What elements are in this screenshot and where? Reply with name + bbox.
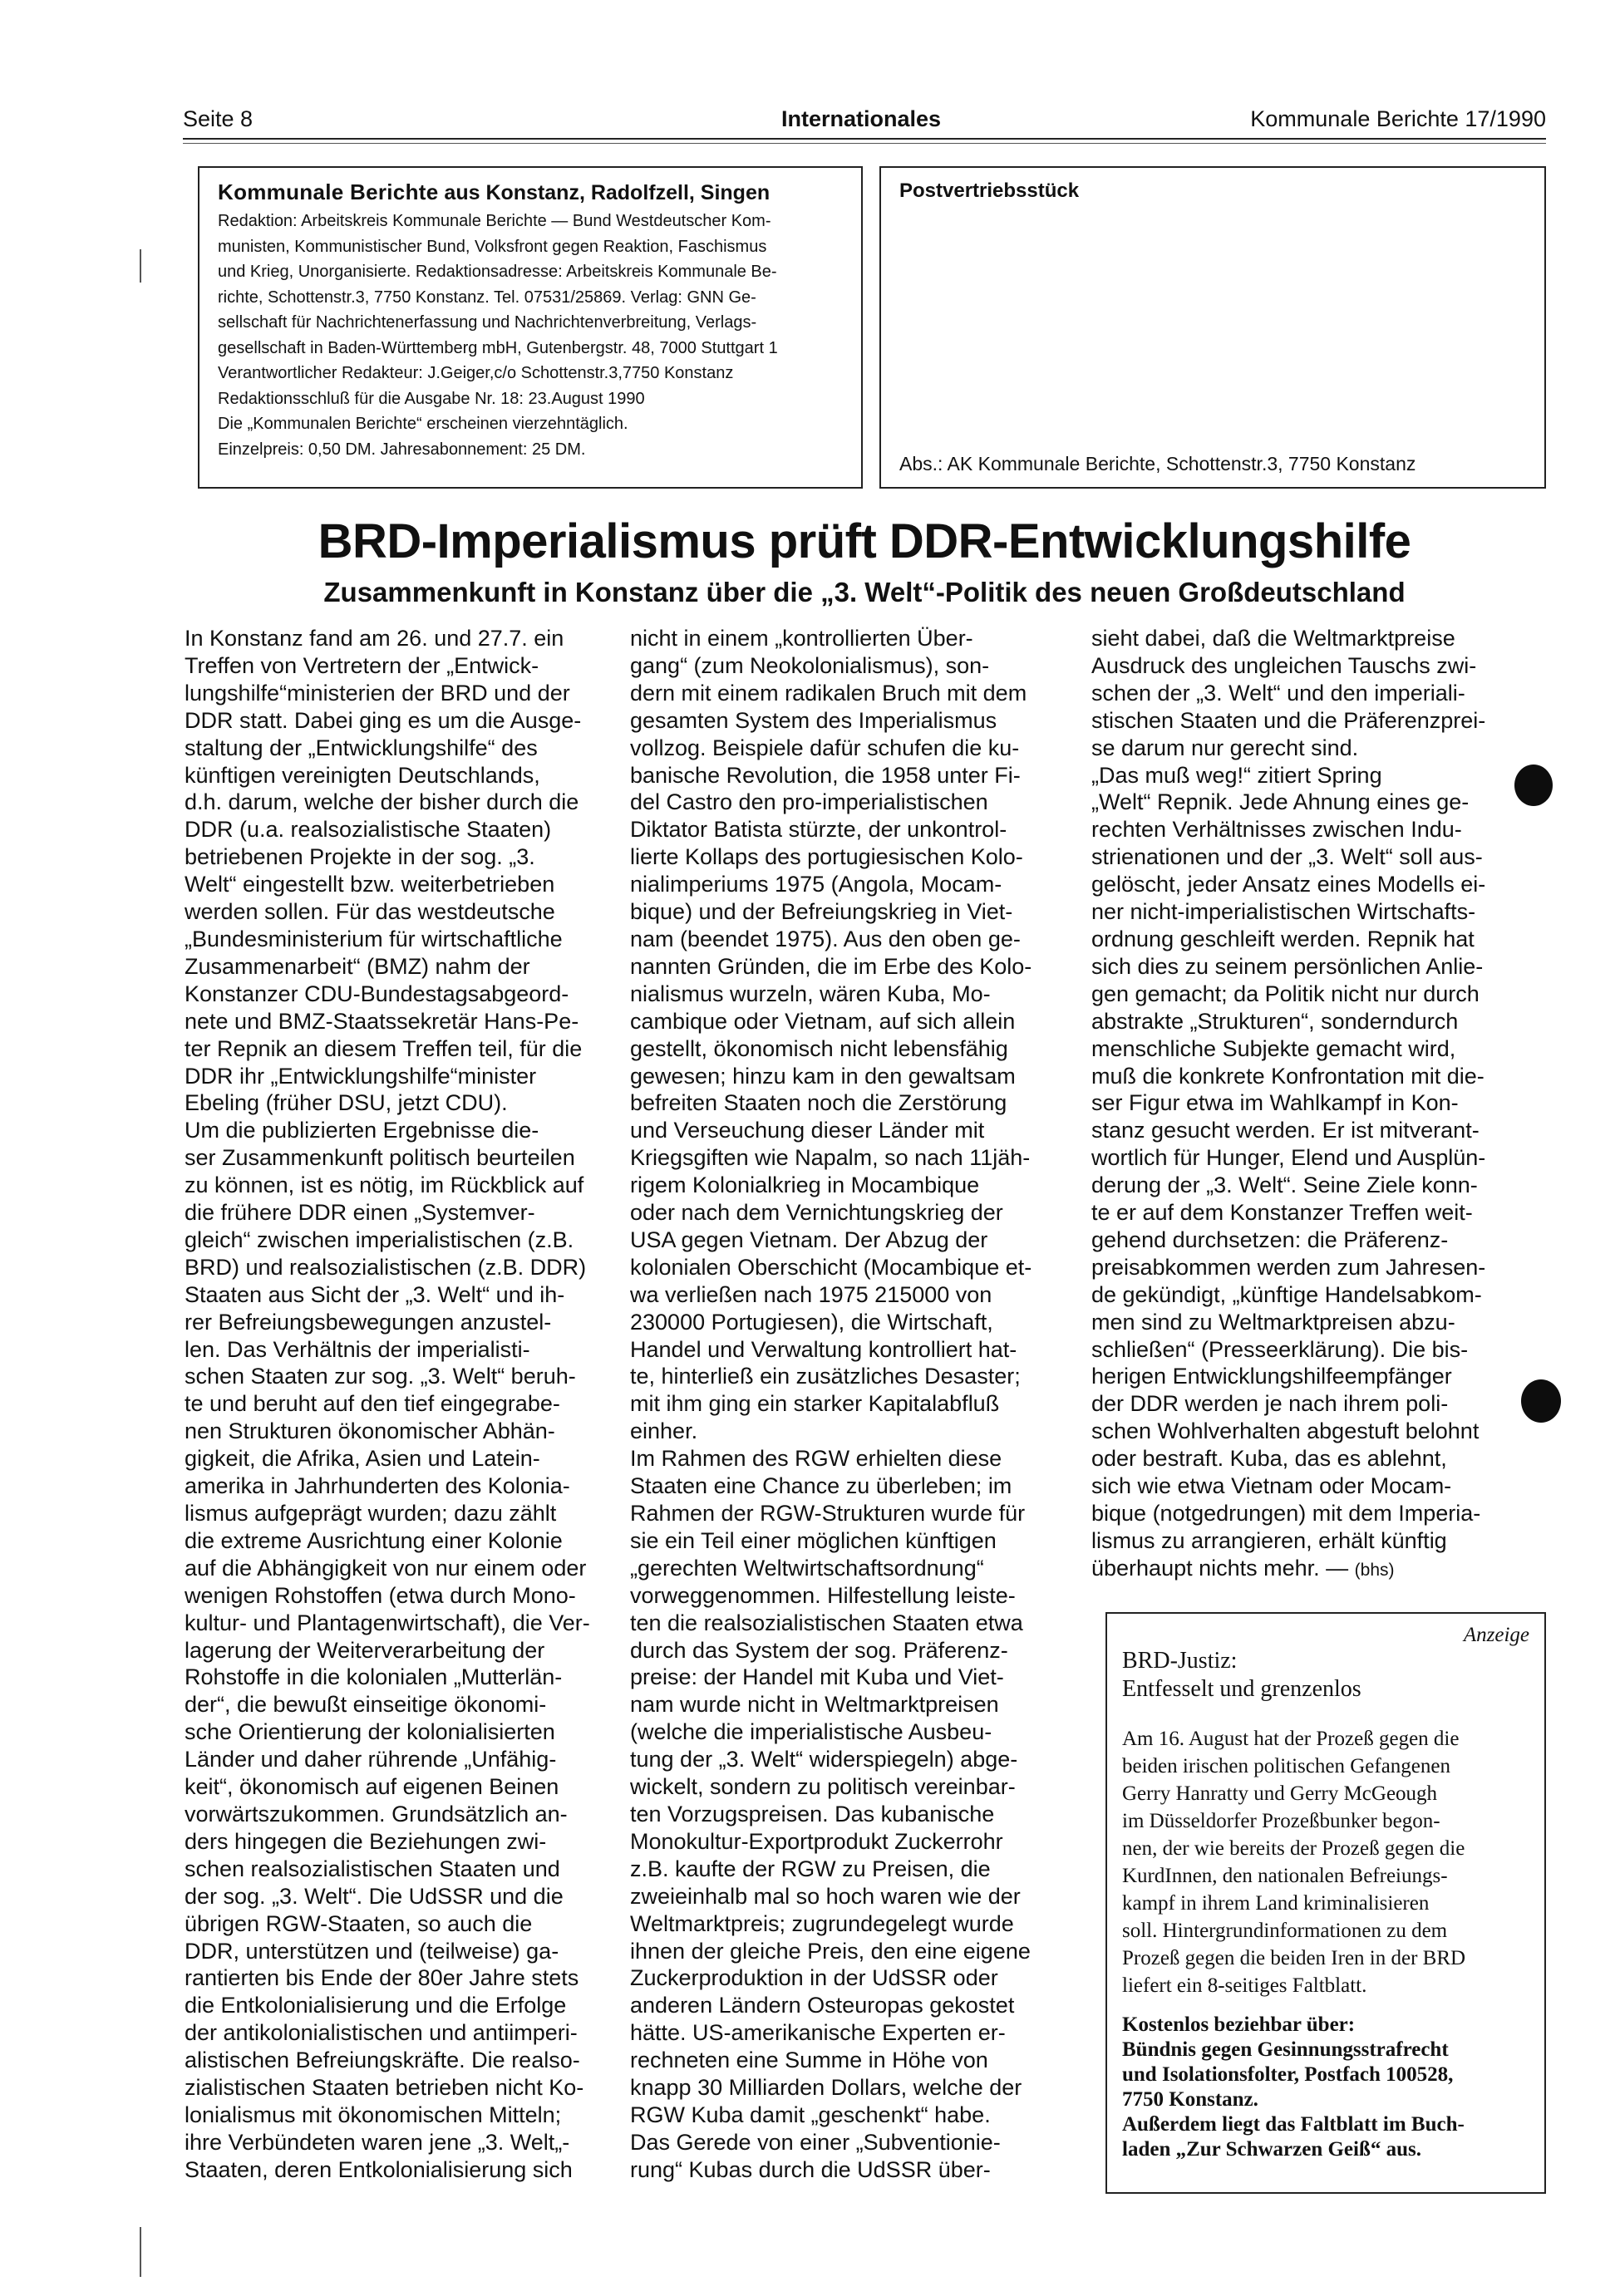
imprint-lines (218, 209, 843, 462)
text-line: oder bestraft. Kuba, das es ablehnt, (1091, 1446, 1447, 1472)
text-line: Ausdruck des ungleichen Tauschs zwi- (1091, 652, 1477, 678)
text-line: nialimperiums 1975 (Angola, Mocam- (630, 872, 1002, 897)
text-line: mit ihm ging ein starker Kapitalabfluß (630, 1391, 1000, 1417)
page-header (183, 98, 1546, 140)
text-line: sche Orientierung der kolonialisierten (185, 1719, 555, 1745)
text-line: Redaktion: Arbeitskreis Kommunale Berichte — Bund Westdeutscher Kom- (218, 212, 771, 230)
text-line: „Bundesministerium für wirtschaftliche (185, 926, 563, 951)
text-line: ten Vorzugspreisen. Das kubanische (630, 1801, 995, 1826)
text-line: preise: der Handel mit Kuba und Viet- (630, 1664, 1004, 1690)
text-line: vorwärtszukommen. Grundsätzlich an- (185, 1801, 568, 1826)
text-line: stischen Staaten und die Präferenzprei- (1091, 707, 1486, 733)
text-line: gleich“ zwischen imperialistischen (z.B. (185, 1227, 574, 1252)
text-line: Konstanzer CDU-Bundestagsabgeord- (185, 981, 569, 1006)
text-line: BRD) und realsozialistischen (z.B. DDR) (185, 1254, 587, 1280)
text-line: künftigen vereinigten Deutschlands, (185, 762, 540, 788)
text-line: kultur- und Plantagenwirtschaft), die Ver- (185, 1610, 590, 1635)
article-column-1 (185, 625, 617, 2184)
text-line: vollzog. Beispiele dafür schufen die ku- (630, 735, 1020, 760)
text-line: Rahmen der RGW-Strukturen wurde für (630, 1501, 1026, 1526)
text-line: rechten Verhältnisses zwischen Indu- (1091, 817, 1462, 843)
text-line: lungshilfe“ministerien der BRD und der (185, 680, 570, 706)
text-line: derung der „3. Welt“. Seine Ziele konn- (1091, 1173, 1478, 1198)
article-headline: BRD-Imperialismus prüft DDR-Entwicklungshilfe (318, 514, 1411, 568)
text-line: auf die Abhängigkeit von nur einem oder (185, 1555, 587, 1581)
text-line: Redaktionsschluß für die Ausgabe Nr. 18: 23.August 1990 (218, 389, 645, 408)
text-line: der antikolonialistischen und antiimperi- (185, 2020, 578, 2046)
text-line: überhaupt nichts mehr. — (bhs) (1091, 1555, 1395, 1581)
text-line: lagerung der Weiterverarbeitung der (185, 1637, 545, 1663)
text-line: se darum nur gerecht sind. (1091, 735, 1359, 760)
text-line: gigkeit, die Afrika, Asien und Latein- (185, 1446, 540, 1472)
text-line: kolonialen Oberschicht (Mocambique et- (630, 1254, 1032, 1280)
text-line: Am 16. August hat der Prozeß gegen die (1122, 1728, 1460, 1750)
text-line: ser Zusammenkunft politisch beurteilen (185, 1145, 575, 1171)
header-rule-thin (183, 143, 1546, 144)
punch-hole-mark (1514, 765, 1553, 806)
text-line: Staaten aus Sicht der „3. Welt“ und ih- (185, 1281, 565, 1307)
text-line: nannten Gründen, die im Erbe des Kolo- (630, 953, 1032, 979)
text-line: liefert ein 8-seitiges Faltblatt. (1122, 1974, 1367, 1997)
text-line: gesamten System des Imperialismus (630, 707, 997, 733)
text-line: Kriegsgiften wie Napalm, so nach 11jäh- (630, 1145, 1031, 1171)
text-line: wortlich für Hunger, Elend und Ausplün- (1091, 1145, 1486, 1171)
text-line: nen, der wie bereits der Prozeß gegen die (1122, 1837, 1465, 1860)
ad-title (1122, 1647, 1529, 1704)
text-line: schen realsozialistischen Staaten und (185, 1856, 560, 1881)
text-line: nicht in einem „kontrollierten Über- (630, 626, 973, 651)
text-line: soll. Hintergrundinformationen zu dem (1122, 1920, 1448, 1942)
text-line: te, hinterließ ein zusätzliches Desaster; (630, 1364, 1021, 1389)
text-line: rantierten bis Ende der 80er Jahre stets (185, 1965, 579, 1991)
text-line: (welche die imperialistische Ausbeu- (630, 1719, 992, 1745)
text-line: wickelt, sondern zu politisch vereinbar- (630, 1774, 1016, 1800)
text-line: gewesen; hinzu kam in den gewaltsam (630, 1063, 1016, 1089)
imprint-title-rest: aus Konstanz, Radolfzell, Singen (438, 181, 771, 204)
text-line: gen gemacht; da Politik nicht nur durch (1091, 981, 1480, 1006)
text-line: Staaten, deren Entkolonialisierung sich (185, 2156, 573, 2182)
text-line: de gekündigt, „künftige Handelsabkom- (1091, 1281, 1482, 1307)
text-line: beiden irischen politischen Gefangenen (1122, 1755, 1450, 1777)
text-line: der“, die bewußt einseitige ökonomi- (185, 1692, 547, 1718)
text-line: sieht dabei, daß die Weltmarktpreise (1091, 626, 1455, 651)
text-line: d.h. darum, welche der bisher durch die (185, 789, 579, 815)
text-line: Im Rahmen des RGW erhielten diese (630, 1446, 1002, 1472)
text-line: gestellt, ökonomisch nicht lebensfähig (630, 1035, 1008, 1061)
author-signature: (bhs) (1354, 1560, 1395, 1580)
text-line: schen Wohlverhalten abgestuft belohnt (1091, 1418, 1480, 1444)
text-line: richte, Schottenstr.3, 7750 Konstanz. Tel. 07531/25869. Verlag: GNN Ge- (218, 288, 756, 307)
text-line: befreiten Staaten noch die Zerstörung (630, 1090, 1007, 1116)
imprint-title (218, 179, 843, 205)
ad-contact (1122, 2013, 1529, 2162)
text-line: vorweggenommen. Hilfestellung leiste- (630, 1582, 1016, 1608)
text-line: lierte Kollaps des portugiesischen Kolo- (630, 844, 1023, 870)
text-line: te und beruht auf den tief eingegrabe- (185, 1391, 560, 1417)
text-line: zweieinhalb mal so hoch waren wie der (630, 1883, 1021, 1909)
page-number: Seite 8 (183, 106, 254, 131)
text-line: ten die realsozialistischen Staaten etwa (630, 1610, 1023, 1635)
text-line: laden „Zur Schwarzen Geiß“ aus. (1122, 2138, 1421, 2161)
text-line: strienationen und der „3. Welt“ soll aus- (1091, 844, 1483, 870)
text-line: abstrakte „Strukturen“, sonderndurch (1091, 1008, 1459, 1034)
text-line: ner nicht-imperialistischen Wirtschafts- (1091, 899, 1476, 925)
text-line: sellschaft für Nachrichtenerfassung und Nachrichtenverbreitung, Verlags- (218, 313, 757, 332)
text-line: banische Revolution, die 1958 unter Fi- (630, 762, 1021, 788)
punch-hole-mark (1521, 1379, 1561, 1423)
text-line: Einzelpreis: 0,50 DM. Jahresabonnement: 25 DM. (218, 440, 586, 459)
ad-title-line-2: Entfesselt und grenzenlos (1122, 1676, 1361, 1702)
text-line: rung“ Kubas durch die UdSSR über- (630, 2156, 991, 2182)
text-line: gelöscht, jeder Ansatz eines Modells ei- (1091, 872, 1486, 897)
text-line: „Das muß weg!“ zitiert Spring (1091, 762, 1382, 788)
text-line: men sind zu Weltmarktpreisen abzu- (1091, 1309, 1455, 1335)
text-line: bique (notgedrungen) mit dem Imperia- (1091, 1501, 1481, 1526)
text-line: ders hingegen die Beziehungen zwi- (185, 1828, 547, 1854)
text-line: te er auf dem Konstanzer Treffen weit- (1091, 1200, 1473, 1226)
text-line: schließen“ (Presseerklärung). Die bis- (1091, 1336, 1469, 1362)
text-line: ter Repnik an diesem Treffen teil, für die (185, 1035, 583, 1061)
text-line: cambique oder Vietnam, auf sich allein (630, 1008, 1016, 1034)
text-line: Zusammenarbeit“ (BMZ) nahm der (185, 953, 530, 979)
text-line: bique) und der Befreiungskrieg in Viet- (630, 899, 1013, 925)
text-line: z.B. kaufte der RGW zu Preisen, die (630, 1856, 991, 1881)
text-line: betriebenen Projekte in der sog. „3. (185, 844, 535, 870)
text-line: nen Strukturen ökonomischer Abhän- (185, 1418, 555, 1444)
text-line: DDR statt. Dabei ging es um die Ausge- (185, 707, 582, 733)
advertisement-box (1105, 1612, 1546, 2194)
text-line: ser Figur etwa im Wahlkampf in Kon- (1091, 1090, 1459, 1116)
text-line: lismus aufgeprägt wurden; dazu zählt (185, 1501, 557, 1526)
margin-mark (140, 2227, 141, 2277)
text-line: zu können, ist es nötig, im Rückblick auf (185, 1173, 584, 1198)
text-line: del Castro den pro-imperialistischen (630, 789, 988, 815)
text-line: Diktator Batista stürzte, der unkontrol- (630, 817, 1007, 843)
text-line: lonialismus mit ökonomischen Mitteln; (185, 2102, 562, 2127)
text-line: 230000 Portugiesen), die Wirtschaft, (630, 1309, 993, 1335)
text-line: muß die konkrete Konfrontation mit die- (1091, 1063, 1485, 1089)
text-line: Um die publizierten Ergebnisse die- (185, 1118, 539, 1143)
text-line: „Welt“ Repnik. Jede Ahnung eines ge- (1091, 789, 1470, 815)
text-line: gesellschaft in Baden-Württemberg mbH, Gutenbergstr. 48, 7000 Stuttgart 1 (218, 338, 778, 357)
text-line: Gerry Hanratty und Gerry McGeough (1122, 1782, 1438, 1805)
text-line: übrigen RGW-Staaten, so auch die (185, 1910, 533, 1936)
text-line: lismus zu arrangieren, erhält künftig (1091, 1527, 1447, 1553)
text-line: wenigen Rohstoffen (etwa durch Mono- (185, 1582, 576, 1608)
text-line: Welt“ eingestellt bzw. weiterbetrieben (185, 872, 555, 897)
text-line: Außerdem liegt das Faltblatt im Buch- (1122, 2113, 1465, 2136)
text-line: USA gegen Vietnam. Der Abzug der (630, 1227, 988, 1252)
text-line: stanz gesucht werden. Er ist mitverant- (1091, 1118, 1480, 1143)
text-line: ihnen der gleiche Preis, den eine eigene (630, 1938, 1031, 1964)
text-line: die frühere DDR einen „Systemver- (185, 1200, 535, 1226)
text-line: KurdInnen, den nationalen Befreiungs- (1122, 1865, 1448, 1887)
text-line: Weltmarktpreis; zugrundegelegt wurde (630, 1910, 1014, 1936)
text-line: Bündnis gegen Gesinnungsstrafrecht (1122, 2038, 1449, 2061)
ad-tag: Anzeige (1463, 1624, 1529, 1646)
text-line: menschliche Subjekte gemacht wird, (1091, 1035, 1456, 1061)
text-line: die Entkolonialisierung und die Erfolge (185, 1993, 567, 2018)
text-line: dern mit einem radikalen Bruch mit dem (630, 680, 1027, 706)
text-line: Prozeß gegen die beiden Iren in der BRD (1122, 1947, 1466, 1969)
text-line: Das Gerede von einer „Subventionie- (630, 2129, 1001, 2155)
text-line: sie ein Teil einer möglichen künftigen (630, 1527, 997, 1553)
text-line: Verantwortlicher Redakteur: J.Geiger,c/o Schottenstr.3,7750 Konstanz (218, 364, 734, 382)
article-subheadline: Zusammenkunft in Konstanz über die „3. Welt“-Politik des neuen Großdeutschland (323, 577, 1406, 607)
article-column-2 (630, 625, 1079, 2184)
text-line: sich dies zu seinem persönlichen Anlie- (1091, 953, 1484, 979)
text-line: rechneten eine Summe in Höhe von (630, 2048, 988, 2073)
text-line: In Konstanz fand am 26. und 27.7. ein (185, 626, 564, 651)
text-line: hätte. US-amerikanische Experten er- (630, 2020, 1006, 2046)
text-line: knapp 30 Milliarden Dollars, welche der (630, 2075, 1022, 2101)
text-line: DDR (u.a. realsozialistische Staaten) (185, 817, 552, 843)
text-line: Rohstoffe in die kolonialen „Mutterlän- (185, 1664, 563, 1690)
text-line: nam (beendet 1975). Aus den oben ge- (630, 926, 1021, 951)
text-line: einher. (630, 1418, 698, 1444)
text-line: Zuckerproduktion in der UdSSR oder (630, 1965, 998, 1991)
text-line: RGW Kuba damit „geschenkt“ habe. (630, 2102, 991, 2127)
text-line: ihre Verbündeten waren jene „3. Welt„- (185, 2129, 570, 2155)
text-line: zialistischen Staaten betrieben nicht Ko- (185, 2075, 584, 2101)
imprint-box (198, 166, 863, 489)
margin-mark (140, 249, 141, 283)
text-line: gehend durchsetzen: die Präferenz- (1091, 1227, 1449, 1252)
text-line: Treffen von Vertretern der „Entwick- (185, 652, 539, 678)
text-line: rigem Kolonialkrieg in Mocambique (630, 1173, 980, 1198)
text-line: die extreme Ausrichtung einer Kolonie (185, 1527, 563, 1553)
text-line: staltung der „Entwicklungshilfe“ des (185, 735, 538, 760)
text-line: 7750 Konstanz. (1122, 2088, 1258, 2111)
text-line: Ebeling (früher DSU, jetzt CDU). (185, 1090, 508, 1116)
text-line: len. Das Verhältnis der imperialisti- (185, 1336, 530, 1362)
text-line: Die „Kommunalen Berichte“ erscheinen vierzehntäglich. (218, 415, 628, 433)
text-line: amerika in Jahrhunderten des Kolonia- (185, 1473, 570, 1499)
text-line: Monokultur-Exportprodukt Zuckerrohr (630, 1828, 1003, 1854)
text-line: nete und BMZ-Staatssekretär Hans-Pe- (185, 1008, 579, 1034)
text-line: der sog. „3. Welt“. Die UdSSR und die (185, 1883, 564, 1909)
text-line: preisabkommen werden zum Jahresen- (1091, 1254, 1486, 1280)
text-line: nam wurde nicht in Weltmarktpreisen (630, 1692, 999, 1718)
issue-label: Kommunale Berichte 17/1990 (1250, 106, 1546, 131)
ad-title-line-1: BRD-Justiz: (1122, 1648, 1238, 1674)
text-line: schen der „3. Welt“ und den imperiali- (1091, 680, 1465, 706)
text-line: der DDR werden je nach ihrem poli- (1091, 1391, 1449, 1417)
text-line: gang“ (zum Neokolonialismus), son- (630, 652, 990, 678)
text-line: ordnung geschleift werden. Repnik hat (1091, 926, 1475, 951)
text-line: Kostenlos beziehbar über: (1122, 2013, 1356, 2036)
text-line: oder nach dem Vernichtungskrieg der (630, 1200, 1003, 1226)
text-line: im Düsseldorfer Prozeßbunker begon- (1122, 1810, 1440, 1832)
header-rule (183, 138, 1546, 140)
section-title: Internationales (781, 106, 942, 131)
postvertrieb-box (879, 166, 1546, 489)
article-column-3 (1091, 625, 1547, 1585)
text-line: alistischen Befreiungskräfte. Die realso- (185, 2048, 580, 2073)
text-line: munisten, Kommunistischer Bund, Volksfront gegen Reaktion, Faschismus (218, 237, 767, 256)
text-line: Staaten eine Chance zu überleben; im (630, 1473, 1012, 1499)
text-line: schen Staaten zur sog. „3. Welt“ beruh- (185, 1364, 576, 1389)
text-line: werden sollen. Für das westdeutsche (185, 899, 555, 925)
text-line: nialismus wurzeln, wären Kuba, Mo- (630, 981, 991, 1006)
text-line: durch das System der sog. Präferenz- (630, 1637, 1008, 1663)
text-line: tung der „3. Welt“ widerspiegeln) abge- (630, 1747, 1018, 1772)
text-line: herigen Entwicklungshilfeempfänger (1091, 1364, 1452, 1389)
text-line: kampf in ihrem Land kriminalisieren (1122, 1892, 1430, 1915)
text-line: und Krieg, Unorganisierte. Redaktionsadresse: Arbeitskreis Kommunale Be- (218, 263, 777, 281)
text-line: und Verseuchung dieser Länder mit (630, 1118, 985, 1143)
text-line: Länder und daher rührende „Unfähig- (185, 1747, 557, 1772)
text-line: sich wie etwa Vietnam oder Mocam- (1091, 1473, 1452, 1499)
imprint-brand: Kommunale Berichte (218, 179, 439, 204)
text-line: DDR, unterstützen und (teilweise) ga- (185, 1938, 559, 1964)
sender-address: Abs.: AK Kommunale Berichte, Schottenstr.3, 7750 Konstanz (899, 453, 1416, 474)
text-line: Handel und Verwaltung kontrolliert hat- (630, 1336, 1017, 1362)
postvertrieb-heading: Postvertriebsstück (899, 179, 1080, 202)
text-line: keit“, ökonomisch auf eigenen Beinen (185, 1774, 559, 1800)
text-line: anderen Ländern Osteuropas gekostet (630, 1993, 1015, 2018)
text-line: rer Befreiungsbewegungen anzustel- (185, 1309, 552, 1335)
text-line: wa verließen nach 1975 215000 von (630, 1281, 992, 1307)
ad-body (1122, 1725, 1529, 1999)
text-line: „gerechten Weltwirtschaftsordnung“ (630, 1555, 984, 1581)
text-line: DDR ihr „Entwicklungshilfe“minister (185, 1063, 537, 1089)
text-line: und Isolationsfolter, Postfach 100528, (1122, 2063, 1454, 2086)
